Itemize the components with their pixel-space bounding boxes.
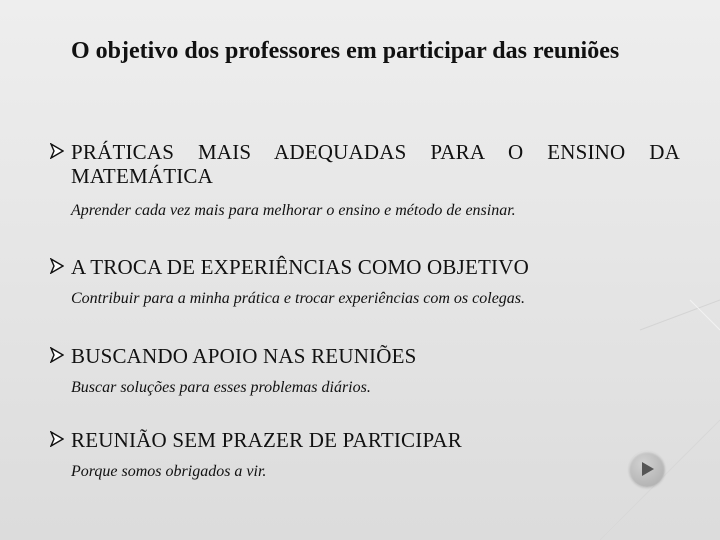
item-detail: Contribuir para a minha prática e trocar experiências com os colegas. [71,290,526,307]
slide-title: O objetivo dos professores em participar das reuniões [71,38,620,64]
item-heading: A TROCA DE EXPERIÊNCIAS COMO OBJETIVO [71,255,529,279]
item-heading: PRÁTICAS MAIS ADEQUADAS PARA O ENSINO DA MATEMÁTICA [71,140,680,188]
arrowhead-bullet-icon [50,258,64,274]
list-item [50,344,680,398]
item-heading: BUSCANDO APOIO NAS REUNIÕES [71,344,417,368]
list-item [50,428,680,482]
list-item [50,255,680,309]
play-next-icon [641,462,655,476]
arrowhead-bullet-icon [50,143,64,159]
arrowhead-bullet-icon [50,431,64,447]
item-detail: Aprender cada vez mais para melhorar o ensino e método de ensinar. [71,202,516,219]
item-detail: Buscar soluções para esses problemas diários. [71,379,371,396]
item-heading: REUNIÃO SEM PRAZER DE PARTICIPAR [71,428,462,452]
next-slide-button[interactable] [629,451,665,487]
list-item [50,140,680,221]
item-detail: Porque somos obrigados a vir. [71,463,267,480]
arrowhead-bullet-icon [50,347,64,363]
